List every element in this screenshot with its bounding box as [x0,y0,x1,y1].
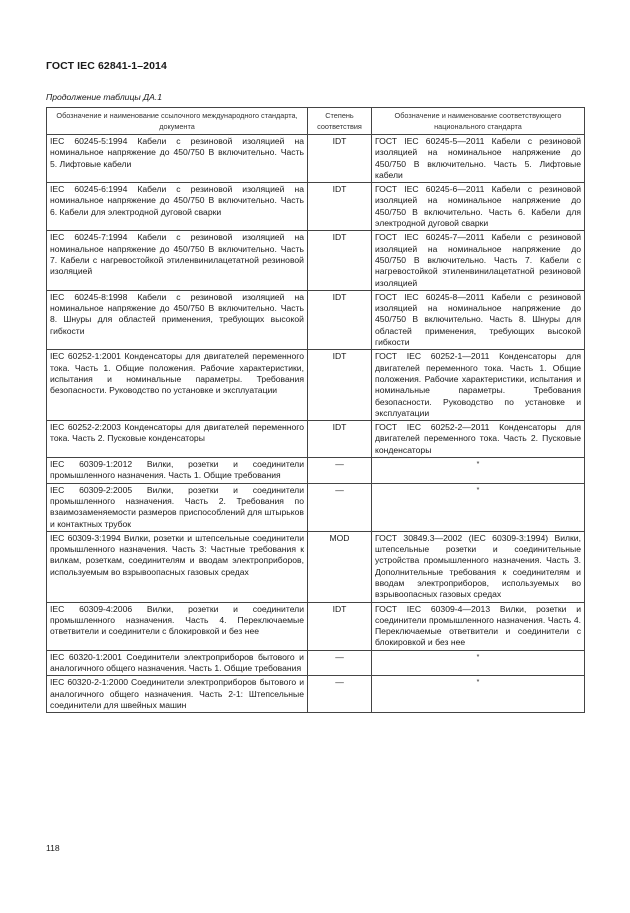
degree-cell: — [308,458,372,484]
international-standard-cell: IEC 60320-1:2001 Соединители электроприборов бытового и аналогичного общего назначения. Часть 1. Общие требования [47,650,308,676]
table-row [47,135,585,183]
degree-cell: MOD [308,531,372,602]
degree-cell: IDT [308,135,372,183]
national-standard-cell: ГОСТ IEC 60252-1—2011 Конденсаторы для двигателей переменного тока. Часть 1. Общие положения. Рабочие характеристики, испытания и номинальные параметры. Требования безопасности. Руководство по установке и эксплуатации [372,350,585,421]
degree-cell: IDT [308,350,372,421]
national-standard-cell: * [372,676,585,713]
degree-cell: — [308,483,372,531]
international-standard-cell: IEC 60245-6:1994 Кабели с резиновой изоляцией на номинальное напряжение до 450/750 В включительно. Часть 6. Кабели для электродной дуговой сварки [47,183,308,231]
table-row [47,531,585,602]
degree-cell: — [308,650,372,676]
table-row [47,458,585,484]
degree-cell: IDT [308,231,372,290]
table-row [47,650,585,676]
standards-table [46,107,585,713]
column-header-international: Обозначение и наименование ссылочного международного стандарта, документа [47,108,308,135]
international-standard-cell: IEC 60309-4:2006 Вилки, розетки и соединители промышленного назначения. Часть 4. Переключаемые ответвители и соединители с блокировкой и без нее [47,602,308,650]
degree-cell: — [308,676,372,713]
table-header-row [47,108,585,135]
national-standard-cell: ГОСТ IEC 60245-8—2011 Кабели с резиновой изоляцией на номинальное напряжение до 450/750 В включительно. Часть 8. Шнуры для областей применения, требующих высокой гибкости [372,290,585,349]
standards-table-container [46,107,584,713]
page-number: 118 [46,843,60,853]
national-standard-cell: ГОСТ IEC 60245-5—2011 Кабели с резиновой изоляцией на номинальное напряжение до 450/750 В включительно. Часть 5. Лифтовые кабели [372,135,585,183]
international-standard-cell: IEC 60245-5:1994 Кабели с резиновой изоляцией на номинальное напряжение до 450/750 В включительно. Часть 5. Лифтовые кабели [47,135,308,183]
column-header-degree: Степень соответствия [308,108,372,135]
international-standard-cell: IEC 60309-3:1994 Вилки, розетки и штепсельные соединители промышленного назначения. Часть 3: Частные требования к вилкам, розеткам, соединителям и вводам электроприборов, используемым во взрывоопасных газовых средах [47,531,308,602]
table-row [47,350,585,421]
degree-cell: IDT [308,183,372,231]
degree-cell: IDT [308,602,372,650]
national-standard-cell: * [372,483,585,531]
national-standard-cell: * [372,650,585,676]
international-standard-cell: IEC 60309-2:2005 Вилки, розетки и соединители промышленного назначения. Часть 2. Требования по взаимозаменяемости размеров приспособлений для штырьков и контактных трубок [47,483,308,531]
table-row [47,183,585,231]
international-standard-cell: IEC 60309-1:2012 Вилки, розетки и соединители промышленного назначения. Часть 1. Общие требования [47,458,308,484]
degree-cell: IDT [308,290,372,349]
international-standard-cell: IEC 60252-2:2003 Конденсаторы для двигателей переменного тока. Часть 2. Пусковые конденсаторы [47,421,308,458]
international-standard-cell: IEC 60245-8:1998 Кабели с резиновой изоляцией на номинальное напряжение до 450/750 В включительно. Часть 8. Шнуры для областей применения, требующих высокой гибкости [47,290,308,349]
degree-cell: IDT [308,421,372,458]
national-standard-cell: ГОСТ IEC 60309-4—2013 Вилки, розетки и соединители промышленного назначения. Часть 4. Переключаемые ответвители и соединители с блокировкой и без нее [372,602,585,650]
table-row [47,602,585,650]
national-standard-cell: ГОСТ 30849.3—2002 (IEC 60309-3:1994) Вилки, штепсельные розетки и соединительные устройства промышленного назначения. Часть 3. Дополнительные требования к соединителям и вводам электроприборов, используемых во взрывоопасных газовых средах [372,531,585,602]
table-caption: Продолжение таблицы ДА.1 [46,92,163,102]
national-standard-cell: ГОСТ IEC 60252-2—2011 Конденсаторы для двигателей переменного тока. Часть 2. Пусковые конденсаторы [372,421,585,458]
national-standard-cell: ГОСТ IEC 60245-6—2011 Кабели с резиновой изоляцией на номинальное напряжение до 450/750 В включительно. Часть 6. Кабели для электродной дуговой сварки [372,183,585,231]
table-row [47,231,585,290]
international-standard-cell: IEC 60252-1:2001 Конденсаторы для двигателей переменного тока. Часть 1. Общие положения. Рабочие характеристики, испытания и номинальные параметры. Требования безопасности. Руководство по установке и эксплуатации [47,350,308,421]
table-row [47,421,585,458]
national-standard-cell: * [372,458,585,484]
international-standard-cell: IEC 60320-2-1:2000 Соединители электроприборов бытового и аналогичного общего назначения. Часть 2-1: Штепсельные соединители для швейных машин [47,676,308,713]
national-standard-cell: ГОСТ IEC 60245-7—2011 Кабели с резиновой изоляцией на номинальное напряжение до 450/750 В включительно. Часть 7. Кабели с нагревостойкой этиленвинилацетатной резиновой изоляцией [372,231,585,290]
table-row [47,483,585,531]
table-row [47,290,585,349]
document-title: ГОСТ IEC 62841-1–2014 [46,60,167,72]
table-row [47,676,585,713]
column-header-national: Обозначение и наименование соответствующего национального стандарта [372,108,585,135]
international-standard-cell: IEC 60245-7:1994 Кабели с резиновой изоляцией на номинальное напряжение до 450/750 В включительно. Часть 7. Кабели с нагревостойкой этиленвинилацетатной резиновой изоляцией [47,231,308,290]
